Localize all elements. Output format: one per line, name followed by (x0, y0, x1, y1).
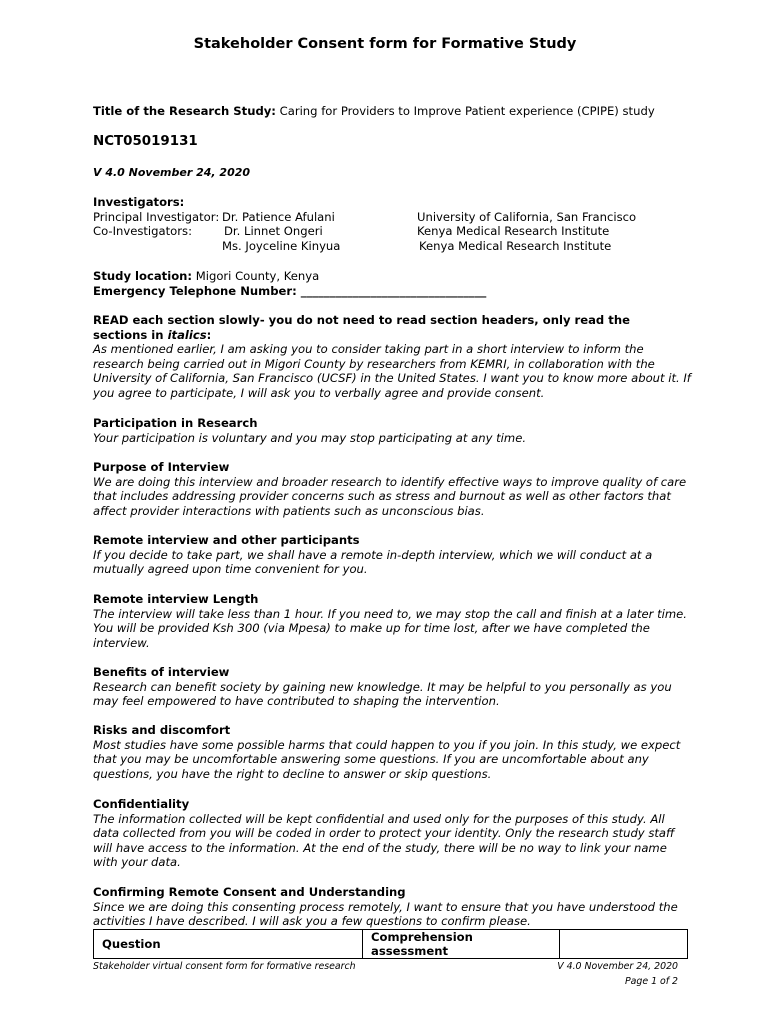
document-title: Stakeholder Consent form for Formative Study (193, 36, 577, 52)
read-instructions (93, 313, 693, 401)
footer-page-number: Page 1 of 2 (624, 976, 678, 987)
research-title-label: Title of the Research Study: (93, 104, 276, 118)
section-purpose (93, 460, 693, 518)
version-line: V 4.0 November 24, 2020 (93, 166, 251, 179)
section-heading: Benefits of interview (93, 665, 230, 679)
table-header-assessment: Comprehension assessment (363, 930, 560, 959)
section-confirming-consent (93, 885, 693, 929)
footer-left: Stakeholder virtual consent form for formative research (93, 961, 356, 972)
pi-name: Dr. Patience Afulani (222, 209, 335, 224)
section-confidentiality (93, 797, 693, 870)
comprehension-table (93, 929, 688, 959)
table-header-row (94, 930, 688, 959)
pi-row (93, 210, 693, 225)
section-risks (93, 723, 693, 781)
section-body: If you decide to take part, we shall have a remote in-depth interview, which we will conduct at a mutually agreed upon time convenient for you. (93, 547, 653, 577)
pi-affiliation: University of California, San Francisco (417, 209, 637, 224)
section-body: We are doing this interview and broader research to identify effective ways to improve quality of care that includes addressing provider concerns such as stress and burnout as well as other factors that affect provider interactions with patients such as unconscious bias. (93, 474, 687, 518)
location-block (93, 269, 693, 298)
investigators-block (93, 195, 693, 253)
section-heading: Participation in Research (93, 416, 258, 430)
section-body: Your participation is voluntary and you may stop participating at any time. (93, 430, 527, 445)
section-heading: Confidentiality (93, 797, 190, 811)
research-title-value: Caring for Providers to Improve Patient experience (CPIPE) study (275, 104, 655, 118)
location-value: Migori County, Kenya (192, 269, 320, 283)
nct-number: NCT05019131 (93, 134, 198, 149)
coi2-name: Ms. Joyceline Kinyua (222, 238, 341, 253)
section-body: Since we are doing this consenting process remotely, I want to ensure that you have understood the activities I have described. I will ask you a few questions to confirm please. (93, 899, 678, 929)
read-instructions-line-2 (93, 328, 693, 343)
section-body: Most studies have some possible harms that could happen to you if you join. In this study, we expect that you may be uncomfortable answering some questions. If you are uncomfortable about any questions, you have the right to decline to answer or skip questions. (93, 737, 681, 781)
section-interview-length (93, 592, 693, 650)
investigators-heading: Investigators: (93, 195, 185, 209)
emergency-phone-line: Emergency Telephone Number: ________________________________ (93, 283, 487, 298)
table-header-blank (560, 930, 688, 959)
read-instructions-colon: : (206, 327, 212, 342)
intro-text: As mentioned earlier, I am asking you to consider taking part in a short interview to inform the research being carried out in Migori County by researchers from KEMRI, in collaboration with the University of California, San Francisco (UCSF) in the United States. I want you to know more about it. If you agree to participate, I will ask you to verbally agree and provide consent. (93, 342, 691, 400)
read-instructions-line-1: READ each section slowly- you do not need to read section headers, only read the (93, 313, 630, 327)
coi1-affiliation: Kenya Medical Research Institute (417, 224, 610, 239)
section-heading: Purpose of Interview (93, 460, 230, 474)
read-instructions-text: sections in (93, 327, 168, 342)
pi-label: Principal Investigator: (93, 209, 220, 224)
coi2-affiliation: Kenya Medical Research Institute (419, 238, 612, 253)
section-participation (93, 416, 693, 445)
coi1-name: Dr. Linnet Ongeri (224, 224, 323, 239)
section-body: The interview will take less than 1 hour. If you need to, we may stop the call and finish at a later time. You will be provided Ksh 300 (via Mpesa) to make up for time lost, after we have completed the interview. (93, 606, 687, 650)
location-label: Study location: (93, 269, 193, 283)
coi-label: Co-Investigators: (93, 224, 192, 239)
section-benefits (93, 665, 693, 709)
footer-version: V 4.0 November 24, 2020 (557, 961, 678, 972)
section-heading: Confirming Remote Consent and Understanding (93, 885, 406, 899)
section-heading: Remote interview and other participants (93, 533, 360, 547)
location-line (93, 269, 693, 284)
section-body: The information collected will be kept confidential and used only for the purposes of this study. All data collected from you will be coded in order to protect your identity. Only the research study staff will have access to the information. At the end of the study, there will be no way to link your name with your data. (93, 811, 675, 870)
section-heading: Remote interview Length (93, 592, 259, 606)
section-heading: Risks and discomfort (93, 723, 231, 737)
research-title-line (93, 104, 693, 119)
section-body: Research can benefit society by gaining new knowledge. It may be helpful to you personally as you may feel empowered to have contributed to shaping the intervention. (93, 679, 672, 709)
coi-row-2 (93, 239, 693, 254)
italics-word: italics (167, 327, 207, 342)
table-header-question: Question (94, 930, 363, 959)
section-remote-interview (93, 533, 693, 577)
coi-row-1 (93, 224, 693, 239)
